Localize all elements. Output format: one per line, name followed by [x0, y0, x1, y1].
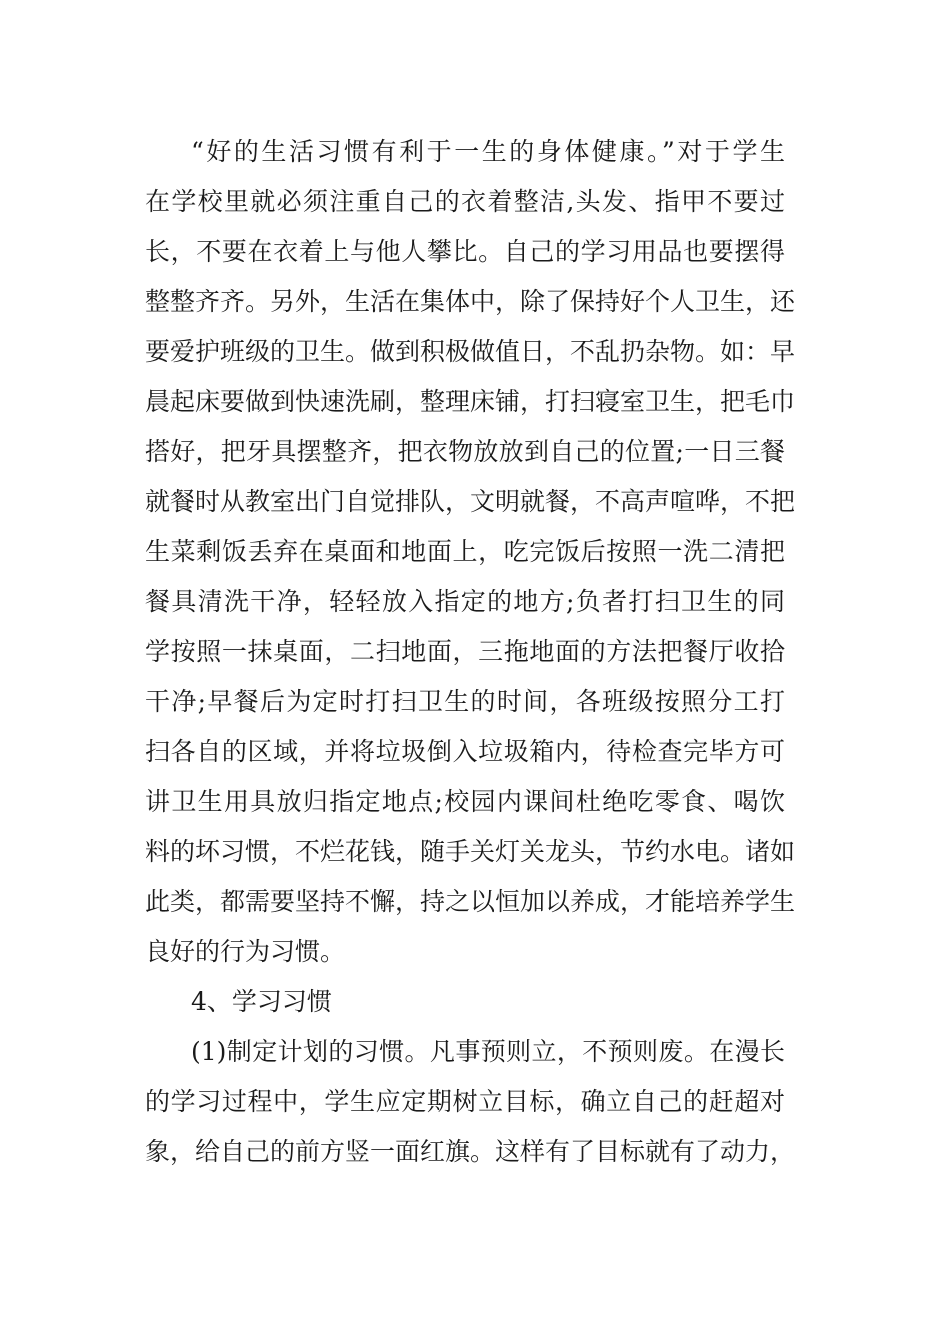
- paragraph-line: 要爱护班级的卫生。做到积极做值日，不乱扔杂物。如：早: [145, 337, 796, 366]
- paragraph-line: 的学习过程中，学生应定期树立目标，确立自己的赶超对: [145, 1087, 785, 1116]
- paragraph-line: 良好的行为习惯。: [145, 937, 346, 966]
- paragraph-line: 扫各自的区域，并将垃圾倒入垃圾箱内，待检查完毕方可: [145, 737, 785, 766]
- paragraph-line: 就餐时从教室出门自觉排队，文明就餐，不高声喧哗，不把: [145, 487, 796, 516]
- paragraph-line: 搭好，把牙具摆整齐，把衣物放放到自己的位置;一日三餐: [145, 437, 785, 466]
- paragraph-line: 餐具清洗干净，轻轻放入指定的地方;负者打扫卫生的同: [145, 587, 785, 616]
- paragraph-line: 此类，都需要坚持不懈，持之以恒加以养成，才能培养学生: [145, 887, 796, 916]
- paragraph-line: 象，给自己的前方竖一面红旗。这样有了目标就有了动力，: [145, 1137, 796, 1166]
- paragraph-line: 干净;早餐后为定时打扫卫生的时间，各班级按照分工打: [145, 687, 785, 716]
- paragraph-line: 料的坏习惯，不烂花钱，随手关灯关龙头，节约水电。诸如: [145, 837, 796, 866]
- paragraph-line: 长，不要在衣着上与他人攀比。自己的学习用品也要摆得: [145, 237, 785, 266]
- paragraph-line: (1)制定计划的习惯。凡事预则立，不预则废。在漫长: [191, 1037, 785, 1066]
- paragraph-line: 讲卫生用具放归指定地点;校园内课间杜绝吃零食、喝饮: [145, 787, 785, 816]
- paragraph-line: “好的生活习惯有利于一生的身体健康。”对于学生: [191, 137, 785, 166]
- paragraph-line: 在学校里就必须注重自己的衣着整洁,头发、指甲不要过: [145, 187, 785, 216]
- paragraph-line: 生菜剩饭丢弃在桌面和地面上，吃完饭后按照一洗二清把: [145, 537, 785, 566]
- paragraph-line: 晨起床要做到快速洗刷，整理床铺，打扫寝室卫生，把毛巾: [145, 387, 796, 416]
- paragraph-line: 学按照一抹桌面，二扫地面，三拖地面的方法把餐厅收拾: [145, 637, 785, 666]
- paragraph-line: 整整齐齐。另外，生活在集体中，除了保持好个人卫生，还: [145, 287, 796, 316]
- body-text: [145, 127, 796, 1177]
- section-heading: 4、学习习惯: [191, 987, 332, 1016]
